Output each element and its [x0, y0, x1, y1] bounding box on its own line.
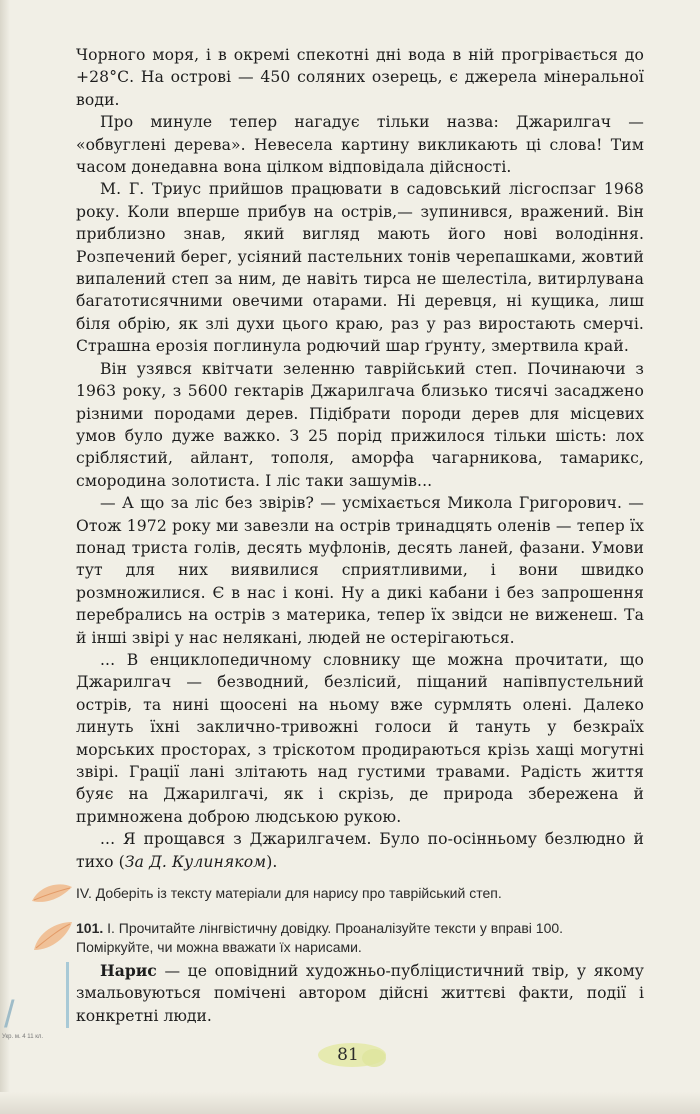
page-number: 81	[337, 1045, 359, 1065]
paragraph: Він узявся квітчати зеленню таврійський степ. Починаючи з 1963 року, з 5600 гектарів Джарилгача близько тисячі засаджено різними породами дерев. Підібрати породи дерев для місцевих умов було дуже важко. З 25 порід прижилося тільки шість: лох сріблястий, айлант, тополя, аморфа чагарникова, тамарикс, смородина золотиста. І ліс таки зашумів...	[76, 359, 644, 490]
leaf-marker-icon	[30, 920, 74, 954]
definition-term: Нарис	[100, 961, 157, 980]
definition-block	[76, 960, 644, 1027]
paragraph: М. Г. Триус прийшов працювати в садовський лісгоспзаг 1968 року. Коли вперше прибув на острів,— зупинився, вражений. Він приблизно знав, який вигляд мають його нові володіння. Розпечений берег, усіяний пастельних тонів черепашками, жовтий випалений степ за ним, де навіть тирса не шелестіла, витирлувана багатотисячними овечими отарами. Ні деревця, ні кущика, лиш біля обрію, як злі духи цього краю, раз у раз виростають смерчі. Страшна ерозія поглинула родючий шар ґрунту, змертвила край.	[76, 180, 644, 356]
exercise-text: І. Прочитайте лінгвістичну довідку. Проаналізуйте тексти у вправі 100. Поміркуйте, чи можна вважати їх нарисами.	[76, 920, 564, 955]
paragraph: — А що за ліс без звірів? — усміхається Микола Григорович. — Отож 1972 року ми завезли на острів тринадцять оленів — тепер їх понад триста голів, десять муфлонів, десять ланей, фазани. Умови тут для них виявилися сприятливими, і вони швидко розмножилися. Є в нас і коні. Ну а дикі кабани і без запрошення перебрались на острів з материка, тепер їх звідси не виженеш. Та й інші звірі у нас нелякані, людей не остерігаються.	[76, 494, 644, 647]
paragraph: Чорного моря, і в окремі спекотні дні вода в ній прогрівається до +28°С. На острові — 450 соляних озерець, є джерела мінеральної води.	[76, 46, 644, 109]
page-edge-bottom	[0, 1092, 700, 1114]
paragraph: Про минуле тепер нагадує тільки назва: Джарилгач — «обвуглені дерева». Невесела картину викликають ці слова! Тим часом донедавна вона цілком відповідала дійсності.	[76, 113, 644, 177]
task-iv: IV. Доберіть із тексту матеріали для нарису про таврійський степ.	[76, 885, 502, 901]
page-edge	[0, 0, 10, 1114]
side-note: Укр. м. 4 11 кл.	[2, 1034, 44, 1040]
exercise-number: 101.	[76, 920, 104, 936]
main-text	[76, 44, 644, 873]
last-paragraph-end: ).	[266, 852, 278, 871]
leaf-marker-icon	[30, 881, 74, 907]
last-paragraph-main: ... Я прощався з Джарилгачем. Було по-осінньому безлюдно й тихо (	[76, 830, 644, 871]
exercise-101	[76, 919, 644, 957]
paragraph-last	[76, 828, 644, 873]
definition-text: — це оповідний художньо-публіцистичний твір, у якому змальовуються помічені автором дійсні життєві факти, події і конкретні люди.	[76, 962, 644, 1025]
author-citation: За Д. Кулиняком	[124, 852, 267, 871]
paragraph: ... В енциклопедичному словнику ще можна прочитати, що Джарилгач — безводний, безлісий, піщаний напівпустельний острів, та нині щоосені на ньому вже сурмлять олені. Далеко линуть їхні заклично-тривожні голоси й тануть у безкраїх морських просторах, з тріскотом продираються крізь хащі могутні звірі. Грації лані злітають над густими травами. Радість життя буяє на Джарилгачі, як і скрізь, де природа збережена й примножена доброю людською рукою.	[76, 650, 644, 826]
definition-bar	[66, 962, 69, 1028]
margin-decoration: /	[4, 994, 15, 1036]
page-number-badge	[316, 1040, 388, 1070]
